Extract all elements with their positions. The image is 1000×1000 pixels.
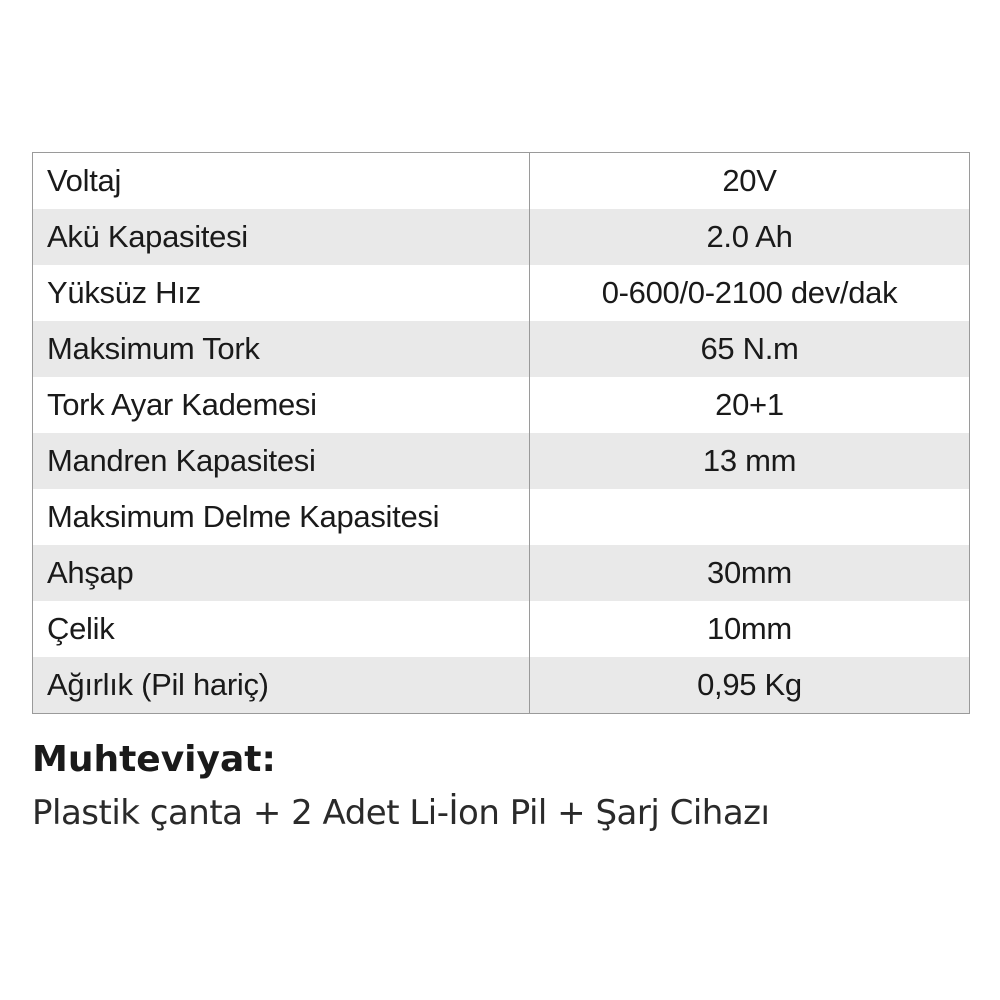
spec-value: 65 N.m bbox=[530, 321, 970, 377]
spec-label: Maksimum Delme Kapasitesi bbox=[33, 489, 530, 545]
spec-value: 20+1 bbox=[530, 377, 970, 433]
spec-value: 0-600/0-2100 dev/dak bbox=[530, 265, 970, 321]
table-row bbox=[33, 489, 970, 545]
spec-table bbox=[32, 152, 970, 714]
spec-value: 0,95 Kg bbox=[530, 657, 970, 714]
spec-label: Ağırlık (Pil hariç) bbox=[33, 657, 530, 714]
spec-label: Yüksüz Hız bbox=[33, 265, 530, 321]
contents-heading: Muhteviyat: bbox=[32, 739, 276, 780]
spec-label: Mandren Kapasitesi bbox=[33, 433, 530, 489]
table-row bbox=[33, 209, 970, 265]
table-row bbox=[33, 321, 970, 377]
spec-value: 2.0 Ah bbox=[530, 209, 970, 265]
table-row bbox=[33, 433, 970, 489]
spec-value: 20V bbox=[530, 153, 970, 210]
table-row bbox=[33, 377, 970, 433]
table-row bbox=[33, 657, 970, 714]
spec-value: 30mm bbox=[530, 545, 970, 601]
table-row bbox=[33, 153, 970, 210]
table-row bbox=[33, 545, 970, 601]
contents-text: Plastik çanta + 2 Adet Li-İon Pil + Şarj Cihazı bbox=[32, 793, 770, 833]
spec-label: Voltaj bbox=[33, 153, 530, 210]
spec-value: 13 mm bbox=[530, 433, 970, 489]
spec-label: Tork Ayar Kademesi bbox=[33, 377, 530, 433]
spec-label: Ahşap bbox=[33, 545, 530, 601]
table-row bbox=[33, 265, 970, 321]
spec-label: Akü Kapasitesi bbox=[33, 209, 530, 265]
spec-value: 10mm bbox=[530, 601, 970, 657]
spec-label: Maksimum Tork bbox=[33, 321, 530, 377]
spec-label: Çelik bbox=[33, 601, 530, 657]
spec-value bbox=[530, 489, 970, 545]
table-row bbox=[33, 601, 970, 657]
